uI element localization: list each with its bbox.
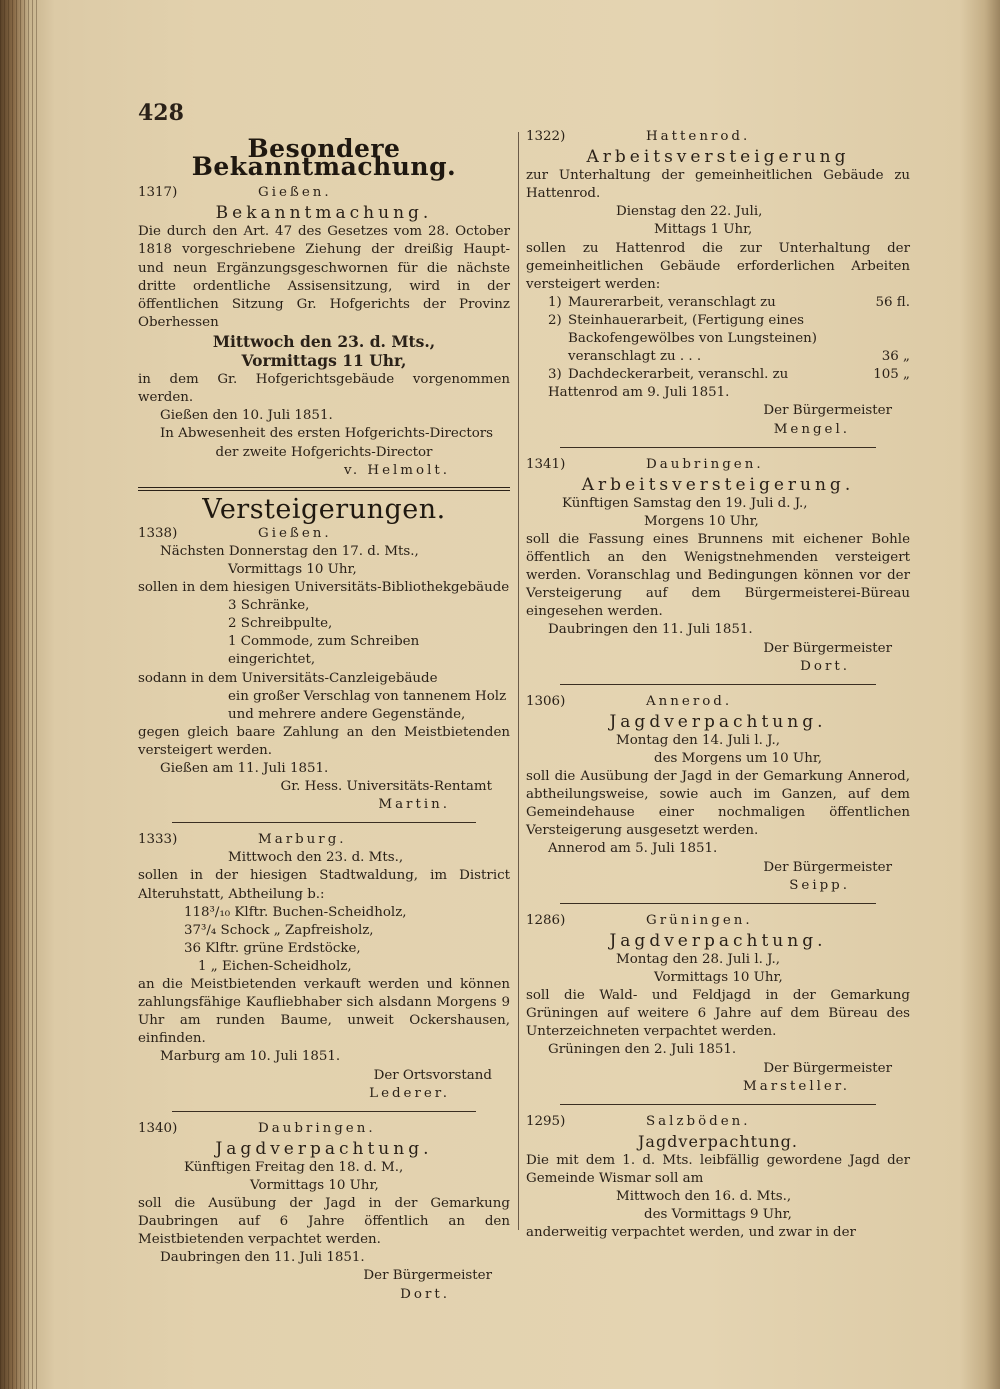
section-title-versteigerungen: Versteigerungen. xyxy=(202,493,446,525)
notice-item: und mehrere andere Gegenstände, xyxy=(228,706,466,722)
notice-line: Nächsten Donnerstag den 17. d. Mts., xyxy=(160,543,419,559)
notice-number: 1338) xyxy=(138,525,178,541)
notice-rule xyxy=(560,903,876,904)
notice-line: Vormittags 10 Uhr, xyxy=(250,1177,379,1193)
notice-signature-1: Gr. Hess. Universitäts-Rentamt xyxy=(280,779,492,795)
notice-body-2: in dem Gr. Hofgerichtsgebäude vorgenommen werden. xyxy=(138,372,510,406)
notice-line: sollen in dem hiesigen Universitäts-Bibliothekgebäude xyxy=(138,580,510,596)
notice-place: Annerod. xyxy=(646,693,733,709)
notice-signature-name: Lederer. xyxy=(369,1085,450,1101)
notice-place: Gießen. xyxy=(258,185,332,201)
cost-item-amount: 36 „ xyxy=(881,349,910,365)
notice-signature-name: Dort. xyxy=(400,1286,450,1302)
notice-date: Daubringen den 11. Juli 1851. xyxy=(160,1250,365,1266)
cost-item-label: Dachdeckerarbeit, veranschl. zu xyxy=(568,367,789,383)
notice-item: 1 „ Eichen-Scheidholz, xyxy=(198,958,352,974)
notice-1295 xyxy=(526,1113,910,1243)
notice-1317 xyxy=(138,184,510,480)
notice-date: Grüningen den 2. Juli 1851. xyxy=(548,1042,737,1058)
notice-signature-name: Mengel. xyxy=(773,421,850,437)
cost-item xyxy=(526,366,910,384)
notice-signature-1: Der Ortsvorstand xyxy=(373,1067,492,1083)
notice-place: Grüningen. xyxy=(646,912,753,928)
cost-item-label: Maurerarbeit, veranschlagt zu xyxy=(568,294,776,310)
notice-title: Jagdverpachtung. xyxy=(609,930,827,951)
notice-rule xyxy=(172,1111,476,1112)
notice-item: 118³/₁₀ Klftr. Buchen-Scheidholz, xyxy=(184,904,407,920)
right-column xyxy=(526,128,910,1242)
notice-line: Vormittags 10 Uhr, xyxy=(654,970,783,986)
section-title-besondere: Besondere Bekanntmachung. xyxy=(191,134,457,182)
notice-date: Hattenrod am 9. Juli 1851. xyxy=(548,385,730,401)
notice-place: Gießen. xyxy=(258,525,332,541)
notice-date: Annerod am 5. Juli 1851. xyxy=(548,841,718,857)
notice-line: soll die Ausübung der Jagd in der Gemarkung Daubringen auf 6 Jahre öffentlich an den Meistbietenden verpachtet werden. xyxy=(138,1196,510,1248)
notice-place: Hattenrod. xyxy=(646,129,751,144)
notice-line: sodann in dem Universitäts-Canzleigebäude xyxy=(138,670,438,686)
notice-number: 1295) xyxy=(526,1113,566,1129)
notice-header xyxy=(526,128,910,146)
page-number: 428 xyxy=(138,100,184,126)
notice-1306 xyxy=(526,693,910,895)
notice-item: 36 Klftr. grüne Erdstöcke, xyxy=(184,940,361,956)
cost-item-amount: 105 „ xyxy=(873,367,910,383)
notice-title: Jagdverpachtung. xyxy=(609,711,827,732)
cost-item-amount: 56 fl. xyxy=(875,294,910,310)
notice-header xyxy=(526,1113,910,1131)
notice-place: Marburg. xyxy=(258,832,347,848)
notice-line: Montag den 28. Juli l. J., xyxy=(616,951,780,967)
cost-item xyxy=(526,294,910,312)
notice-line: soll die Ausübung der Jagd in der Gemarkung Annerod, abtheilungsweise, sowie auch im Ganzen, auf dem Gemeindehause einer nochmaligen öffentlichen Versteigerung ausgesetzt werden. xyxy=(526,769,910,839)
cost-item-number: 2) xyxy=(548,312,562,328)
left-column xyxy=(138,128,510,1304)
notice-1322 xyxy=(526,128,910,439)
notice-title: Jagdverpachtung. xyxy=(215,1138,433,1159)
notice-item: 2 Schreibpulte, xyxy=(228,616,333,632)
notice-line: Mittwoch den 16. d. Mts., xyxy=(616,1189,792,1205)
notice-header xyxy=(138,525,510,543)
notice-line: Mittags 1 Uhr, xyxy=(654,222,753,238)
notice-item: 37³/₄ Schock „ Zapfreisholz, xyxy=(184,922,374,938)
notice-number: 1333) xyxy=(138,832,178,848)
cost-item-number: 3) xyxy=(548,367,562,383)
notice-line: soll die Wald- und Feldjagd in der Gemarkung Grüningen auf weitere 6 Jahre auf dem Büreau des Unterzeichneten verpachtet werden. xyxy=(526,988,910,1040)
notice-body: Die durch den Art. 47 des Gesetzes vom 28. October 1818 vorgeschriebene Ziehung der dreißig Haupt- und neun Ergänzungsgeschwornen für die nächste dritte ordentliche Assisensitzung, wird in der öffentlichen Sitzung Gr. Hofgerichts der Provinz Oberhessen xyxy=(138,224,510,330)
notice-line: des Vormittags 9 Uhr, xyxy=(644,1207,792,1223)
cost-item-label: Steinhauerarbeit, (Fertigung eines Backofengewölbes von Lungsteinen) veranschlagt zu . . . xyxy=(568,312,818,365)
notice-item: 3 Schränke, xyxy=(228,598,310,614)
column-divider xyxy=(518,132,519,1230)
notice-signature-name: Seipp. xyxy=(789,877,850,893)
notice-line: Künftigen Freitag den 18. d. M., xyxy=(184,1159,404,1175)
cost-item-number: 1) xyxy=(548,294,562,310)
notice-number: 1317) xyxy=(138,185,178,201)
notice-line: Dienstag den 22. Juli, xyxy=(616,204,763,220)
notice-rule xyxy=(560,447,876,448)
section-rule xyxy=(138,487,510,491)
notice-title: Arbeitsversteigerung. xyxy=(581,474,855,495)
notice-number: 1306) xyxy=(526,693,566,709)
notice-signature-name: v. Helmolt. xyxy=(343,462,450,478)
notice-header xyxy=(526,456,910,474)
notice-line: des Morgens um 10 Uhr, xyxy=(654,751,823,766)
notice-line: Morgens 10 Uhr, xyxy=(644,513,759,529)
notice-1341 xyxy=(526,456,910,676)
notice-header xyxy=(138,831,510,849)
notice-place: Salzböden. xyxy=(646,1113,751,1129)
notice-signature-name: Marsteller. xyxy=(743,1078,850,1094)
notice-signature-1: In Abwesenheit des ersten Hofgerichts-Directors xyxy=(160,426,494,442)
notice-number: 1322) xyxy=(526,129,566,144)
notice-line: Mittwoch den 23. d. Mts., xyxy=(228,850,404,866)
notice-title: Arbeitsversteigerung xyxy=(586,147,850,168)
notice-date: Gießen den 10. Juli 1851. xyxy=(160,408,333,424)
notice-place: Daubringen. xyxy=(646,456,764,472)
notice-signature-1: Der Bürgermeister xyxy=(763,859,892,875)
notice-bold-time: Vormittags 11 Uhr, xyxy=(241,351,407,371)
notice-date: Marburg am 10. Juli 1851. xyxy=(160,1049,341,1065)
notice-1340 xyxy=(138,1120,510,1304)
notice-line: sollen in der hiesigen Stadtwaldung, im District Alteruhstatt, Abtheilung b.: xyxy=(138,868,510,902)
notice-signature-1: Der Bürgermeister xyxy=(763,640,892,656)
notice-item: ein großer Verschlag von tannenem Holz xyxy=(228,688,507,704)
notice-signature-name: Dort. xyxy=(800,658,850,674)
notice-bold-date: Mittwoch den 23. d. Mts., xyxy=(212,331,436,351)
page-stack-edge xyxy=(0,0,40,1389)
notice-line: gegen gleich baare Zahlung an den Meistbietenden versteigert werden. xyxy=(138,724,510,758)
notice-item: 1 Commode, zum Schreiben eingerichtet, xyxy=(228,634,420,668)
notice-title: Bekanntmachung. xyxy=(215,203,433,224)
notice-1333 xyxy=(138,831,510,1102)
notice-signature-name: Martin. xyxy=(378,797,450,813)
notice-1286 xyxy=(526,912,910,1096)
notice-signature-2: der zweite Hofgerichts-Director xyxy=(215,444,433,460)
notice-rule xyxy=(560,1104,876,1105)
notice-header xyxy=(138,1120,510,1138)
notice-line: Montag den 14. Juli l. J., xyxy=(616,732,780,748)
notice-line: Vormittags 10 Uhr, xyxy=(228,561,357,577)
notice-number: 1286) xyxy=(526,912,566,928)
notice-rule xyxy=(172,822,476,823)
notice-number: 1340) xyxy=(138,1120,178,1136)
notice-header xyxy=(138,184,510,202)
notice-title: Jagdverpachtung. xyxy=(637,1131,798,1151)
notice-place: Daubringen. xyxy=(258,1120,376,1136)
notice-line: soll die Fassung eines Brunnens mit eichener Bohle öffentlich an den Wenigstnehmenden versteigert werden. Voranschlag und Bedingungen können vor der Versteigerung auf dem Bürgermeisterei-Büreau eingesehen werden. xyxy=(526,531,910,620)
notice-header xyxy=(526,912,910,930)
notice-date: Daubringen den 11. Juli 1851. xyxy=(548,622,753,638)
notice-line: zur Unterhaltung der gemeinheitlichen Gebäude zu Hattenrod. xyxy=(526,168,910,202)
notice-number: 1341) xyxy=(526,456,566,472)
notice-date: Gießen am 11. Juli 1851. xyxy=(160,761,329,776)
notice-line: Die mit dem 1. d. Mts. leibfällig gewordene Jagd der Gemeinde Wismar soll am xyxy=(526,1152,910,1186)
notice-line: anderweitig verpachtet werden, und zwar in der xyxy=(526,1225,856,1241)
notice-header xyxy=(526,693,910,711)
notice-line: an die Meistbietenden verkauft werden und können zahlungsfähige Kaufliebhaber sich alsdann Morgens 9 Uhr am runden Baume, unweit Ockershausen, einfinden. xyxy=(138,977,510,1047)
cost-item xyxy=(526,312,910,366)
notice-1338 xyxy=(138,525,510,815)
notice-line: sollen zu Hattenrod die zur Unterhaltung der gemeinheitlichen Gebäude erforderlichen Arbeiten versteigert werden: xyxy=(526,240,910,292)
notice-signature-1: Der Bürgermeister xyxy=(763,1060,892,1076)
notice-rule xyxy=(560,684,876,685)
notice-signature-1: Der Bürgermeister xyxy=(763,403,892,419)
notice-line: Künftigen Samstag den 19. Juli d. J., xyxy=(562,495,808,511)
notice-signature-1: Der Bürgermeister xyxy=(363,1268,492,1284)
